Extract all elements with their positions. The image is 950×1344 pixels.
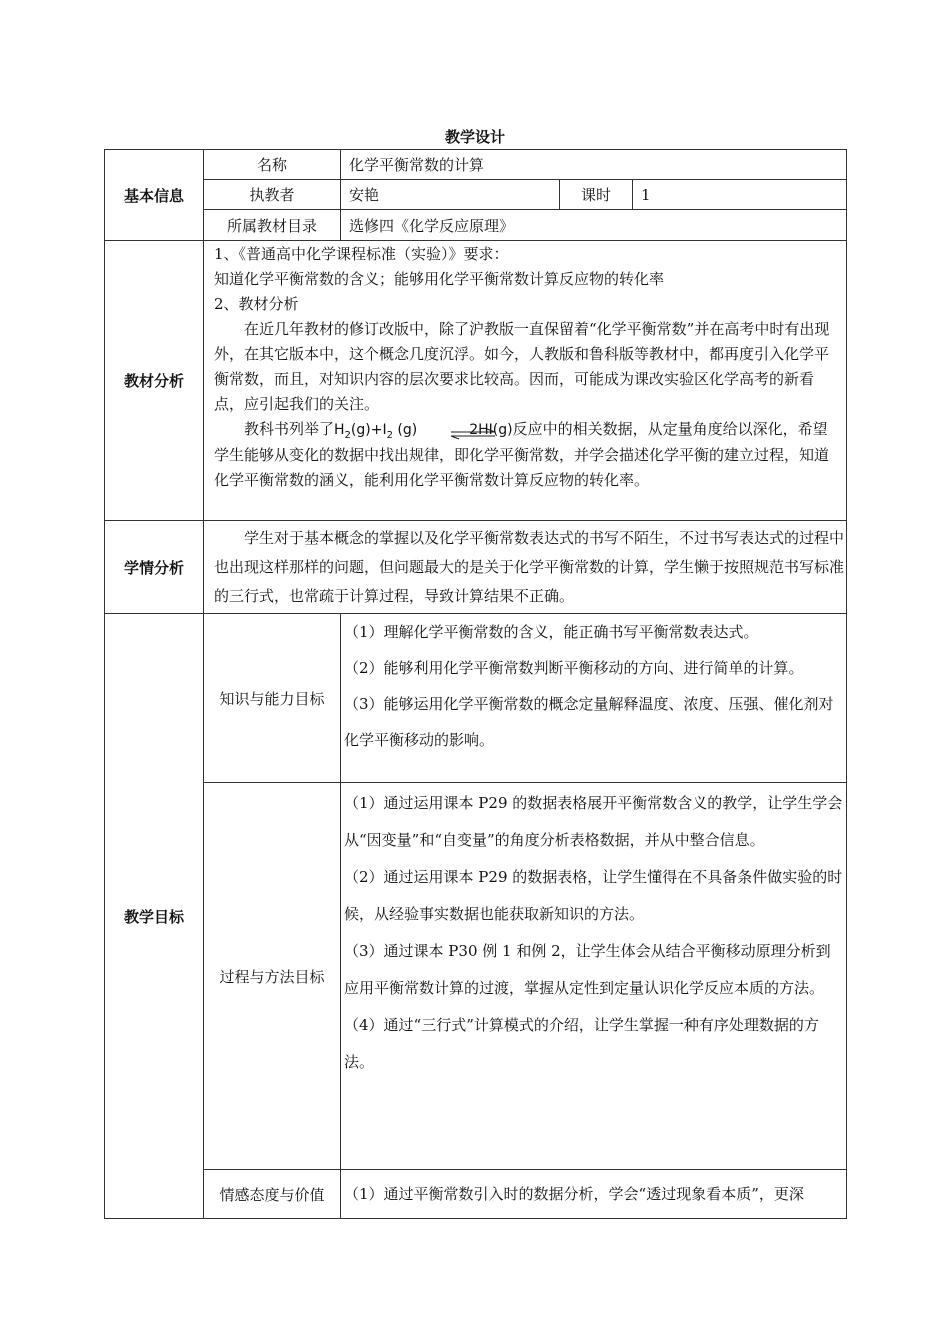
process-goal-content [341,783,847,1170]
reaction-equation: $H_2(g)+I_2$ (g) 2HI(g) [334,422,513,441]
student-analysis-content [204,521,847,614]
material-p3: 2、教材分析 [214,295,299,313]
emotion-item: （1）通过平衡常数引入时的数据分析，学会“透过现象看本质”，更深 [344,1185,804,1203]
equilibrium-arrow-icon [419,424,467,436]
material-p2: 知道化学平衡常数的含义；能够用化学平衡常数计算反应物的转化率 [214,270,665,288]
knowledge-goal-content [341,614,847,783]
material-p1: 1、《普通高中化学课程标准（实验）》要求： [214,245,509,263]
hours-label: 课时 [560,180,633,210]
basic-info-label: 基本信息 [105,150,204,241]
material-analysis-content [204,241,847,521]
material-p5-intro: 教科书列举了 [244,420,335,438]
process-item: （4）通过“三行式”计算模式的介绍，让学生掌握一种有序处理数据的方法。 [344,1016,819,1071]
hours-value: 1 [633,180,847,210]
process-item: （2）通过运用课本 P29 的数据表格，让学生懂得在不具备条件做实验的时候，从经验事实数据也能获取新知识的方法。 [344,868,843,923]
name-value: 化学平衡常数的计算 [341,150,847,180]
process-goal-label: 过程与方法目标 [204,783,341,1170]
teacher-value: 安艳 [341,180,560,210]
process-item: （3）通过课本 P30 例 1 和例 2，让学生体会从结合平衡移动原理分析到应用平衡常数计算的过渡，掌握从定性到定量认识化学反应本质的方法。 [344,942,831,997]
student-analysis-label: 学情分析 [105,521,204,614]
knowledge-item: （1）理解化学平衡常数的含义，能正确书写平衡常数表达式。 [344,623,759,641]
knowledge-item: （2）能够利用化学平衡常数判断平衡移动的方向、进行简单的计算。 [344,659,804,677]
emotion-goal-content [341,1170,847,1219]
knowledge-goal-label: 知识与能力目标 [204,614,341,783]
student-analysis-text: 学生对于基本概念的掌握以及化学平衡常数表达式的书写不陌生，不过书写表达式的过程中也出现这样那样的问题，但问题最大的是关于化学平衡常数的计算，学生懒于按照规范书写标准的三行式，也常疏于计算过程，导致计算结果不正确。 [214,529,845,605]
process-item: （1）通过运用课本 P29 的数据表格展开平衡常数含义的教学，让学生学会从“因变量”和“自变量”的角度分析表格数据，并从中整合信息。 [344,794,843,849]
material-analysis-label: 教材分析 [105,241,204,521]
teaching-design-table [104,149,847,1219]
material-p5-rest: 反应中的相关数据，从定量角度给以深化，希望学生能够从变化的数据中找出规律，即化学平衡常数，并学会描述化学平衡的建立过程，知道化学平衡常数的涵义，能利用化学平衡常数计算反应物的转化率。 [214,420,830,489]
name-label: 名称 [204,150,341,180]
page-title: 教学设计 [444,128,505,146]
teaching-goals-label: 教学目标 [105,614,204,1219]
knowledge-item: （3）能够运用化学平衡常数的概念定量解释温度、浓度、压强、催化剂对化学平衡移动的影响。 [344,695,834,749]
material-p4: 在近几年教材的修订改版中，除了沪教版一直保留着“化学平衡常数”并在高考中时有出现外，在其它版本中，这个概念几度沉浮。如今，人教版和鲁科版等教材中，都再度引入化学平衡常数，而且，对知识内容的层次要求比较高。因而，可能成为课改实验区化学高考的新看点，应引起我们的关注。 [214,320,830,413]
emotion-goal-label: 情感态度与价值 [204,1170,341,1219]
material-p5 [214,417,840,493]
textbook-value: 选修四《化学反应原理》 [341,210,847,241]
teacher-label: 执教者 [204,180,341,210]
textbook-label: 所属教材目录 [204,210,341,241]
